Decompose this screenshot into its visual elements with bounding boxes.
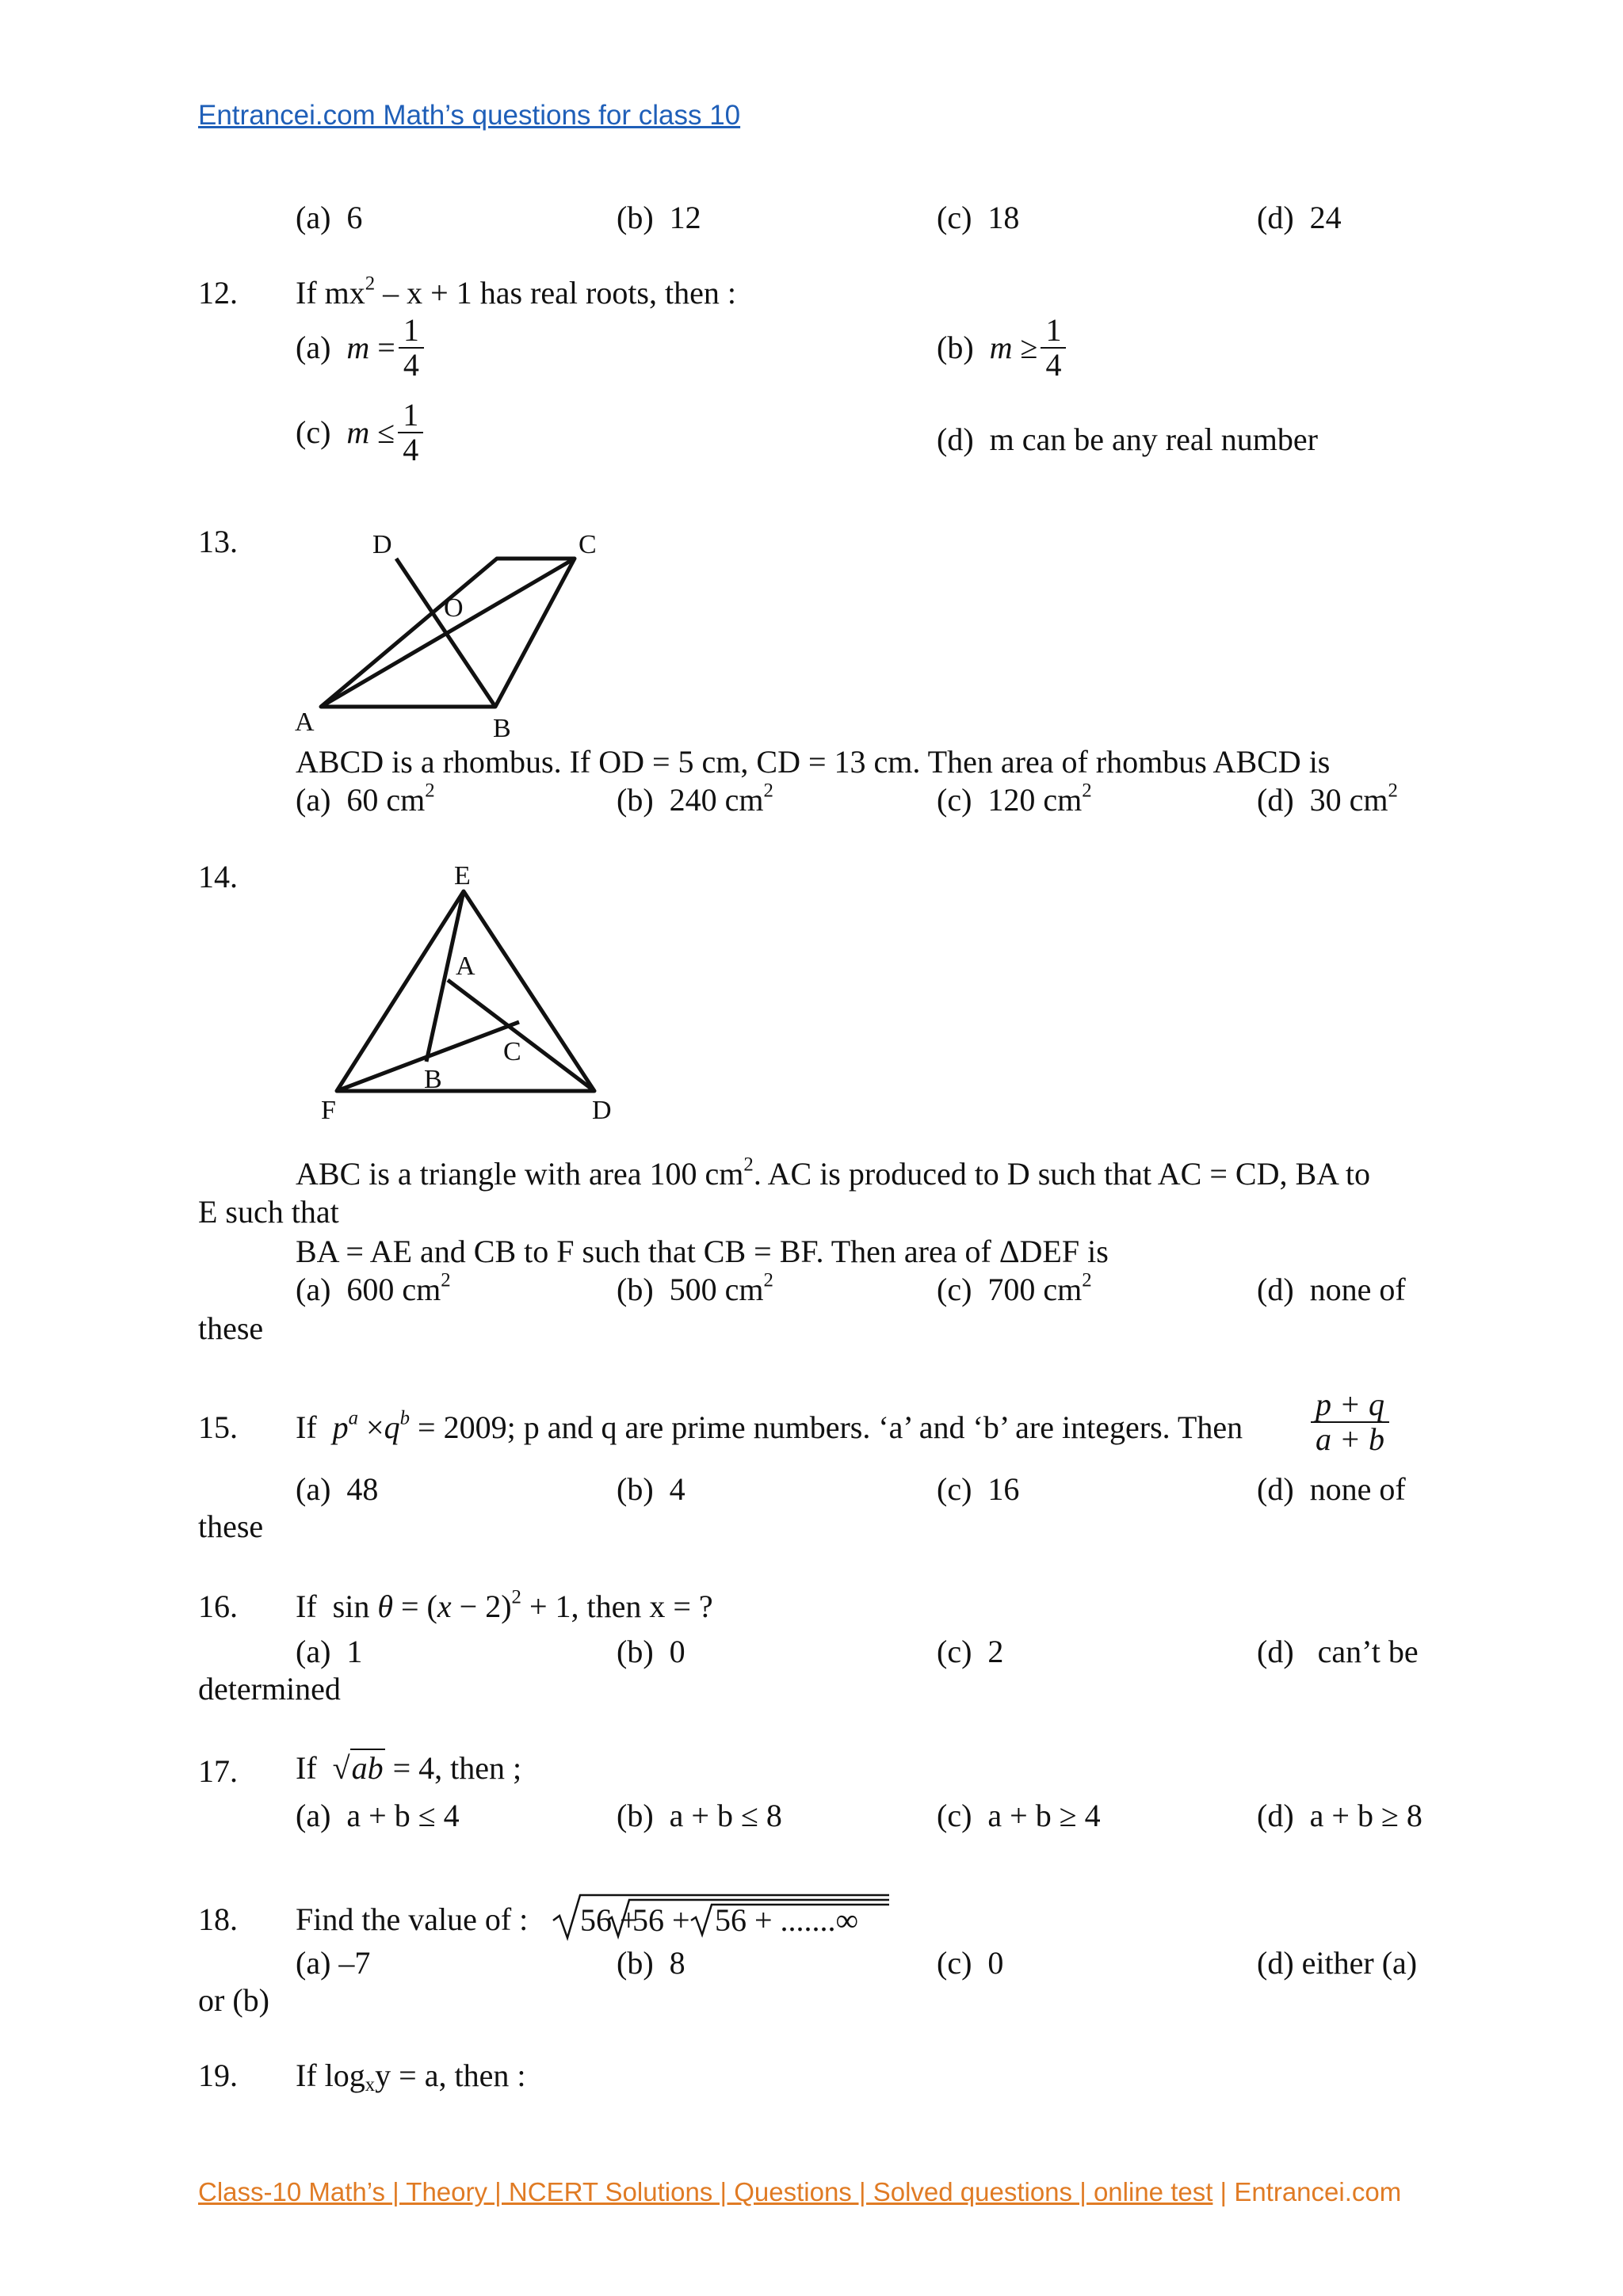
- label-c: C: [503, 1037, 521, 1066]
- option-b: (b) m ≥ $\frac{1}{4}$: [937, 314, 1069, 382]
- question-number: 12.: [198, 275, 238, 311]
- option-b: (b) a + b ≤ 8: [617, 1798, 782, 1833]
- question-number: 14.: [198, 859, 238, 894]
- question-stem: If $p^a \times q^b = 2009$; p and q are prime numbers. ‘a’ and ‘b’ are integers. Then: [296, 1407, 1243, 1445]
- question-line-1: ABC is a triangle with area 100 $cm^2$. AC is produced to D such that AC = CD, BA to: [296, 1154, 1370, 1192]
- label-o: O: [444, 593, 464, 623]
- option-d: (d) a + b ≥ 8: [1257, 1798, 1423, 1833]
- question-stem: If √ab = 4, then ;: [296, 1750, 522, 1786]
- header-link[interactable]: Entrancei.com Math’s questions for class 10: [198, 100, 741, 131]
- question-number: 15.: [198, 1409, 238, 1445]
- radical-term-3: 56 + .......∞: [715, 1902, 859, 1938]
- option-wrap: determined: [198, 1671, 341, 1707]
- question-line-3: BA = AE and CB to F such that CB = BF. Then area of ΔDEF is: [296, 1234, 1109, 1269]
- question-number: 17.: [198, 1753, 238, 1789]
- question-stem: If $mx^2 - x + 1$ has real roots, then :: [296, 273, 736, 311]
- radical-term-1: 56 +: [580, 1902, 638, 1938]
- question-number: 16.: [198, 1589, 238, 1624]
- option-a: (a) a + b ≤ 4: [296, 1798, 460, 1833]
- question-number: 13.: [198, 524, 238, 559]
- option-c: (c) 0: [937, 1945, 1004, 1981]
- label-e: E: [454, 861, 471, 891]
- option-a: (a) 1: [296, 1634, 363, 1669]
- question-stem: If $\log_xy = a$, then :: [296, 2058, 526, 2096]
- option-a: (a) 48: [296, 1471, 379, 1507]
- option-wrap: or (b): [198, 1982, 269, 2018]
- label-b: B: [493, 714, 511, 743]
- option-c: (c) 18: [937, 200, 1020, 235]
- option-c: (c) 120 $cm^2$: [937, 780, 1092, 818]
- label-a: A: [456, 952, 475, 981]
- option-c: (c) 2: [937, 1634, 1004, 1669]
- option-a: (a) m = $\frac{1}{4}$: [296, 314, 427, 382]
- label-a: A: [295, 707, 315, 737]
- label-b: B: [424, 1065, 442, 1094]
- option-d: (d) none of: [1257, 1471, 1406, 1507]
- option-a: (a) –7: [296, 1945, 371, 1981]
- label-c: C: [579, 530, 597, 559]
- option-d: (d) 30 $cm^2$: [1257, 780, 1398, 818]
- rhombus-figure: [285, 523, 618, 745]
- question-stem: If $\sin \theta = (x - 2)^2 + 1$, then x = ?: [296, 1586, 713, 1624]
- option-b: (b) 12: [617, 200, 701, 235]
- option-d: (d) 24: [1257, 200, 1342, 235]
- footer-site[interactable]: Entrancei.com: [1234, 2177, 1402, 2206]
- answer-fraction: $\frac{p + q}{a + b}$: [1308, 1388, 1392, 1456]
- triangle-figure: [313, 856, 630, 1133]
- option-c: (c) a + b ≥ 4: [937, 1798, 1101, 1833]
- footer-links[interactable]: Class-10 Math’s | Theory | NCERT Solutions | Questions | Solved questions | online test: [198, 2177, 1213, 2206]
- option-c: (c) 700 $cm^2$: [937, 1269, 1092, 1307]
- option-d: (d) either (a): [1257, 1945, 1418, 1981]
- option-a: (a) 60 $cm^2$: [296, 780, 435, 818]
- option-d: (d) m can be any real number: [937, 421, 1318, 457]
- label-d: D: [372, 530, 392, 559]
- option-wrap: these: [198, 1310, 264, 1346]
- option-a: (a) 600 $cm^2$: [296, 1269, 451, 1307]
- question-stem: Find the value of :: [296, 1901, 529, 1937]
- footer: Class-10 Math’s | Theory | NCERT Solutions | Questions | Solved questions | online test | Entrancei.com: [198, 2177, 1402, 2206]
- line-ad: [448, 980, 594, 1091]
- option-a: (a) 6: [296, 200, 363, 235]
- option-b: (b) 8: [617, 1945, 685, 1981]
- option-b: (b) 0: [617, 1634, 685, 1669]
- option-c: (c) 16: [937, 1471, 1020, 1507]
- question-number: 19.: [198, 2058, 238, 2093]
- radical-term-2: 56 +: [632, 1902, 690, 1938]
- option-d: (d) none of: [1257, 1272, 1406, 1307]
- label-d: D: [592, 1096, 612, 1125]
- option-d: (d) can’t be: [1257, 1634, 1419, 1669]
- option-wrap: these: [198, 1508, 264, 1544]
- option-c: (c) m ≤ $\frac{1}{4}$: [296, 399, 426, 467]
- option-b: (b) 500 $cm^2$: [617, 1269, 773, 1307]
- label-f: F: [321, 1096, 336, 1125]
- question-stem: ABCD is a rhombus. If OD = 5 cm, CD = 13 cm. Then area of rhombus ABCD is: [296, 744, 1331, 780]
- option-b: (b) 4: [617, 1471, 685, 1507]
- question-number: 18.: [198, 1901, 238, 1937]
- option-b: (b) 240 $cm^2$: [617, 780, 773, 818]
- question-line-2: E such that: [198, 1194, 339, 1230]
